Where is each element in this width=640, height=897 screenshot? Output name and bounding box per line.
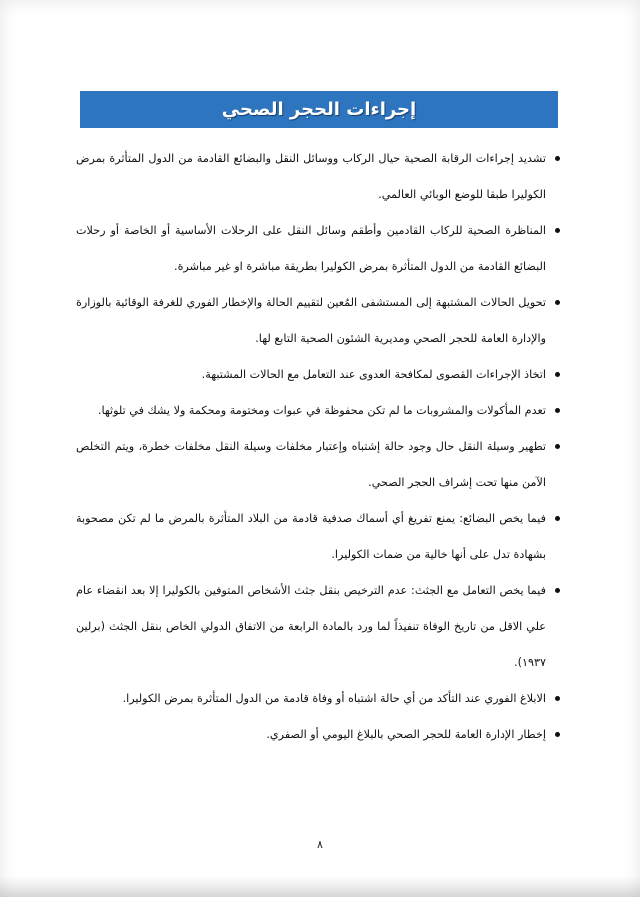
list-item: إخطار الإدارة العامة للحجر الصحي بالبلاغ اليومي أو الصفري. — [76, 717, 546, 753]
page-number: ٨ — [317, 838, 323, 851]
page-edge-shadow — [0, 875, 640, 897]
list-item: فيما يخص التعامل مع الجثث: عدم الترخيص بنقل جثث الأشخاص المتوفين بالكوليرا إلا بعد انقضاء عام علي الاقل من تاريخ الوفاة تنفيذاً لما ورد بالمادة الرابعة من الاتفاق الدولي الخاص بنقل الجثث (برلين ١٩٣٧). — [76, 573, 546, 681]
list-item: الابلاغ الفوري عند التأكد من أي حالة اشتباه أو وفاة قادمة من الدول المتأثرة بمرض الكوليرا. — [76, 681, 546, 717]
list-item: اتخاذ الإجراءات القصوى لمكافحة العدوى عند التعامل مع الحالات المشتبهة. — [76, 357, 546, 393]
list-item: تحويل الحالات المشتبهة إلى المستشفى المُعين لتقييم الحالة والإخطار الفوري للغرفة الوقائية بالوزارة والإدارة العامة للحجر الصحي ومديرية الشئون الصحية التابع لها. — [76, 285, 546, 357]
section-title: إجراءات الحجر الصحي — [221, 99, 417, 120]
procedures-list — [76, 141, 560, 753]
section-title-bar — [80, 91, 558, 128]
list-item: فيما يخص البضائع: يمنع تفريغ أي أسماك صدفية قادمة من البلاد المتأثرة بالمرض ما لم تكن مصحوبة بشهادة تدل على أنها خالية من ضمات الكوليرا. — [76, 501, 546, 573]
list-item: تعدم المأكولات والمشروبات ما لم تكن محفوظة في عبوات ومختومة ومحكمة ولا يشك في تلوثها. — [76, 393, 546, 429]
list-item: المناظرة الصحية للركاب القادمين وأطقم وسائل النقل على الرحلات الأساسية أو الخاصة أو رحلات البضائع القادمة من الدول المتأثرة بمرض الكوليرا بطريقة مباشرة او غير مباشرة. — [76, 213, 546, 285]
list-item: تشديد إجراءات الرقابة الصحية حيال الركاب ووسائل النقل والبضائع القادمة من الدول المتأثرة بمرض الكوليرا طبقا للوضع الوبائي العالمي. — [76, 141, 546, 213]
list-item: تطهير وسيلة النقل حال وجود حالة إشتباه وإعتبار مخلفات وسيلة النقل مخلفات خطرة، ويتم التخلص الآمن منها تحت إشراف الحجر الصحي. — [76, 429, 546, 501]
